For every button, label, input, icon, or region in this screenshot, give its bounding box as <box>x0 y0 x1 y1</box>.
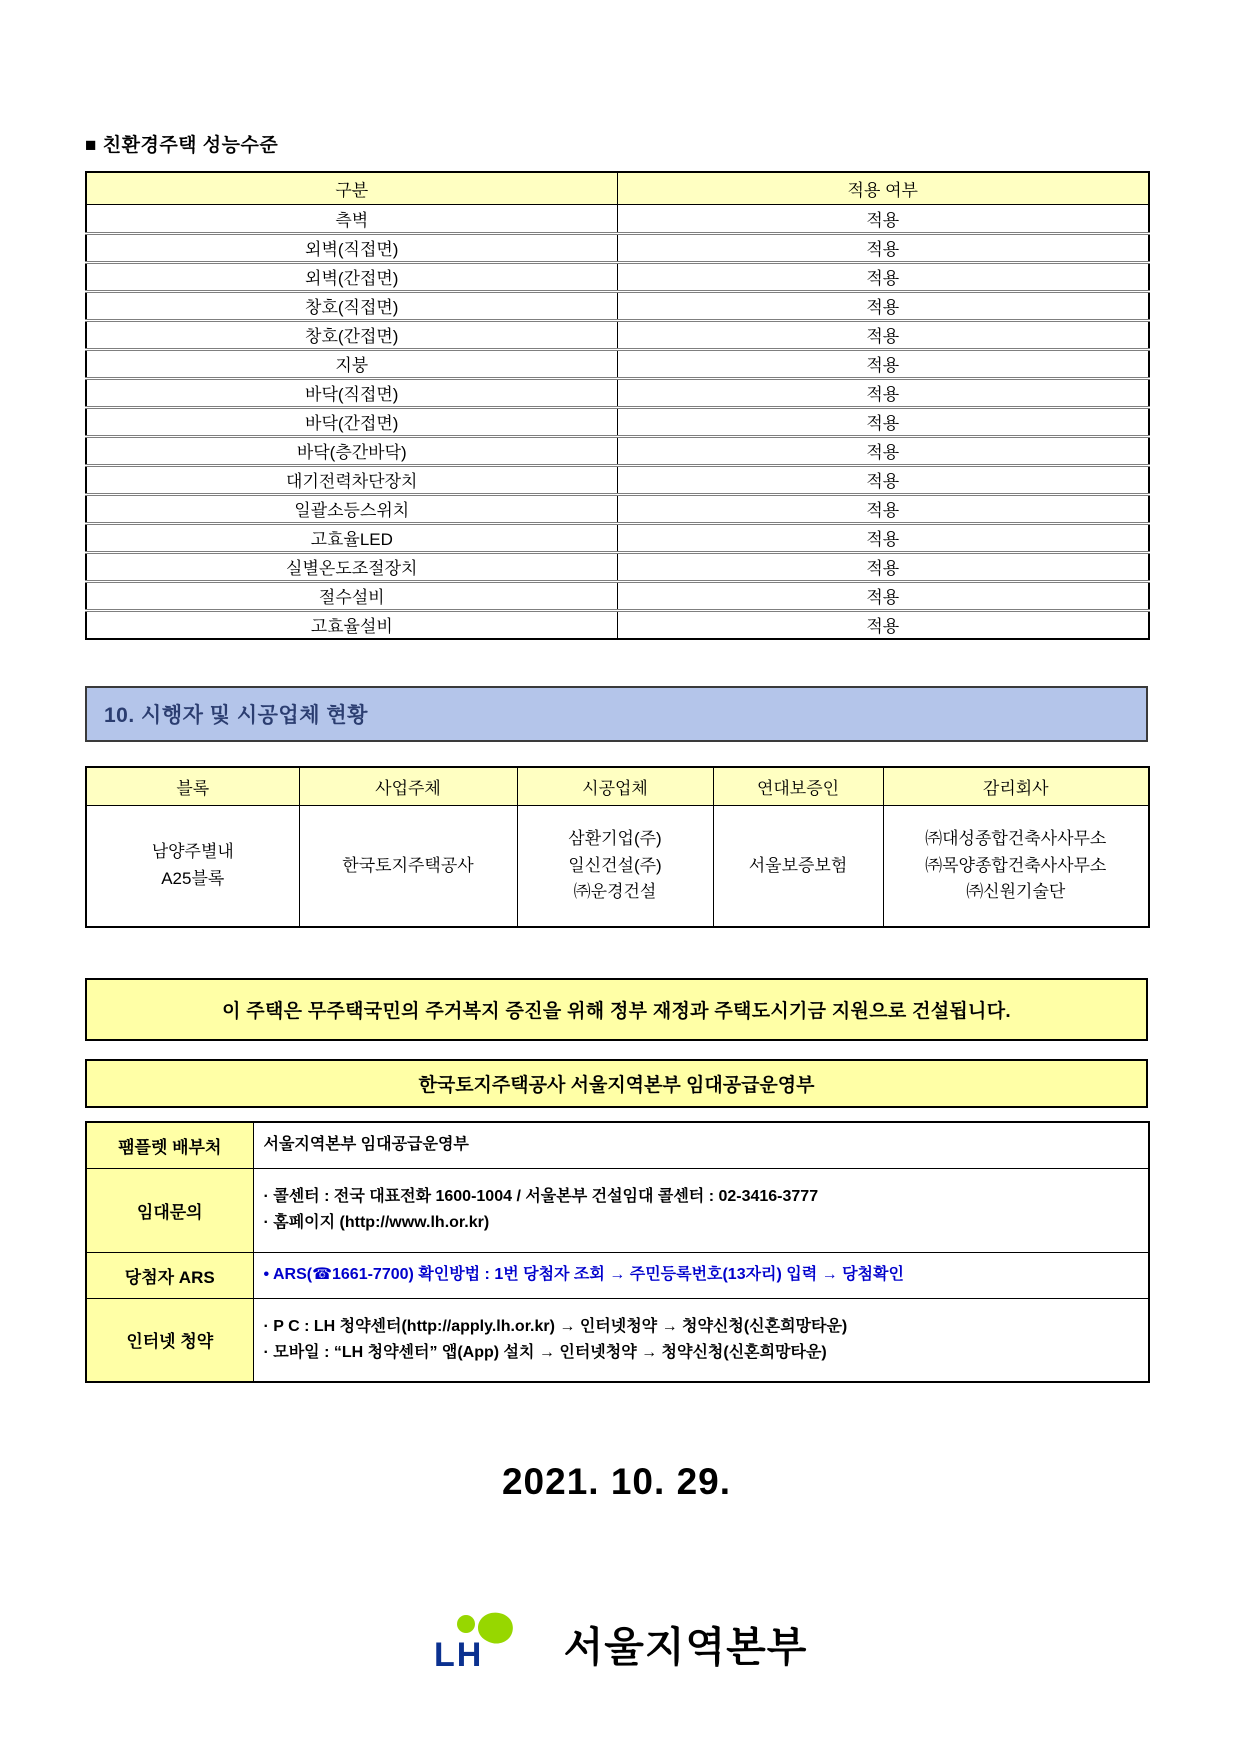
document-date: 2021. 10. 29. <box>501 1461 732 1502</box>
eco-cell-status: 적용 <box>617 320 1149 349</box>
table-row <box>86 581 1149 610</box>
table-row <box>86 1252 1149 1298</box>
contact-value-ars <box>253 1252 1149 1298</box>
contractor-header-row <box>86 767 1149 805</box>
table-row <box>86 320 1149 349</box>
eco-cell-category: 바닥(간접면) <box>86 407 617 436</box>
funding-notice-banner: 이 주택은 무주택국민의 주거복지 증진을 위해 정부 재정과 주택도시기금 지원으로 건설됩니다. <box>85 978 1148 1041</box>
eco-cell-category: 일괄소등스위치 <box>86 494 617 523</box>
contractor-header-supervisor: 감리회사 <box>883 767 1149 805</box>
lh-logo-icon <box>426 1608 538 1678</box>
contractor-cell-supervisor: ㈜대성종합건축사사무소 ㈜목양종합건축사사무소 ㈜신원기술단 <box>883 805 1149 927</box>
contact-value-internet-apply <box>253 1298 1149 1382</box>
eco-cell-status: 적용 <box>617 581 1149 610</box>
contact-line-mobile: · 모바일 : “LH 청약센터” 앱(App) 설치 → 인터넷청약 → 청약신청(신혼희망타운) <box>263 1343 827 1361</box>
eco-cell-category: 지붕 <box>86 349 617 378</box>
eco-cell-category: 고효율LED <box>86 523 617 552</box>
table-row <box>86 465 1149 494</box>
eco-cell-category: 외벽(직접면) <box>86 233 617 262</box>
table-row <box>86 805 1149 927</box>
table-row <box>86 262 1149 291</box>
eco-cell-status: 적용 <box>617 523 1149 552</box>
eco-cell-status: 적용 <box>617 378 1149 407</box>
table-row <box>86 204 1149 233</box>
contact-label-rental-inquiry: 임대문의 <box>86 1168 253 1252</box>
eco-section-title: ■ 친환경주택 성능수준 <box>85 135 279 156</box>
contact-info-table <box>85 1121 1150 1383</box>
contractor-cell-guarantor: 서울보증보험 <box>713 805 883 927</box>
table-row <box>86 233 1149 262</box>
table-row <box>86 407 1149 436</box>
eco-cell-status: 적용 <box>617 494 1149 523</box>
contractor-header-developer: 사업주체 <box>299 767 517 805</box>
eco-cell-category: 창호(직접면) <box>86 291 617 320</box>
eco-header-status: 적용 여부 <box>617 172 1149 204</box>
lh-logo-text: LH <box>433 1636 483 1674</box>
department-banner: 한국토지주택공사 서울지역본부 임대공급운영부 <box>85 1059 1148 1108</box>
footer-branding <box>85 1608 1148 1678</box>
contact-value-rental-inquiry <box>253 1168 1149 1252</box>
contact-line-homepage: · 홈페이지 (http://www.lh.or.kr) <box>263 1214 490 1231</box>
contact-label-ars: 당첨자 ARS <box>86 1252 253 1298</box>
table-row <box>86 291 1149 320</box>
eco-cell-category: 바닥(직접면) <box>86 378 617 407</box>
table-row <box>86 523 1149 552</box>
contractor-header-constructor: 시공업체 <box>517 767 713 805</box>
eco-cell-status: 적용 <box>617 291 1149 320</box>
eco-cell-category: 창호(간접면) <box>86 320 617 349</box>
contractor-cell-constructor: 삼환기업(주) 일신건설(주) ㈜운경건설 <box>517 805 713 927</box>
eco-cell-status: 적용 <box>617 436 1149 465</box>
eco-cell-status: 적용 <box>617 552 1149 581</box>
eco-cell-status: 적용 <box>617 407 1149 436</box>
contact-value-pamphlet <box>253 1122 1149 1168</box>
contact-line-pc: · P C : LH 청약센터(http://apply.lh.or.kr) → 인터넷청약 → 청약신청(신혼희망타운) <box>263 1318 848 1336</box>
eco-header-row <box>86 172 1149 204</box>
eco-cell-category: 실별온도조절장치 <box>86 552 617 581</box>
section-10-header: 10. 시행자 및 시공업체 현황 <box>85 686 1148 742</box>
table-row <box>86 1168 1149 1252</box>
eco-cell-status: 적용 <box>617 262 1149 291</box>
eco-performance-table <box>85 171 1150 640</box>
contractor-header-guarantor: 연대보증인 <box>713 767 883 805</box>
table-row <box>86 610 1149 639</box>
eco-cell-category: 측벽 <box>86 204 617 233</box>
eco-cell-category: 바닥(층간바닥) <box>86 436 617 465</box>
eco-cell-category: 절수설비 <box>86 581 617 610</box>
contact-line: 서울지역본부 임대공급운영부 <box>263 1136 469 1154</box>
contact-line-ars: • ARS(☎1661-7700) 확인방법 : 1번 당첨자 조회 → 주민등록번호(13자리) 입력 → 당첨확인 <box>263 1266 904 1284</box>
eco-cell-category: 고효율설비 <box>86 610 617 639</box>
eco-cell-category: 외벽(간접면) <box>86 262 617 291</box>
contractor-header-block: 블록 <box>86 767 299 805</box>
contact-label-pamphlet: 팸플렛 배부처 <box>86 1122 253 1168</box>
eco-cell-status: 적용 <box>617 204 1149 233</box>
contact-label-internet-apply: 인터넷 청약 <box>86 1298 253 1382</box>
table-row <box>86 349 1149 378</box>
eco-cell-status: 적용 <box>617 233 1149 262</box>
eco-header-category: 구분 <box>86 172 617 204</box>
eco-cell-status: 적용 <box>617 465 1149 494</box>
contact-line-callcenter: · 콜센터 : 전국 대표전화 1600-1004 / 서울본부 건설임대 콜센터 : 02-3416-3777 <box>263 1188 819 1206</box>
contractor-cell-block: 남양주별내 A25블록 <box>86 805 299 927</box>
contractor-table <box>85 766 1150 928</box>
table-row <box>86 1122 1149 1168</box>
table-row <box>86 436 1149 465</box>
branch-name: 서울지역본부 <box>563 1623 808 1670</box>
eco-cell-status: 적용 <box>617 610 1149 639</box>
eco-cell-status: 적용 <box>617 349 1149 378</box>
table-row <box>86 378 1149 407</box>
table-row <box>86 494 1149 523</box>
table-row <box>86 552 1149 581</box>
contractor-cell-developer: 한국토지주택공사 <box>299 805 517 927</box>
table-row <box>86 1298 1149 1382</box>
eco-cell-category: 대기전력차단장치 <box>86 465 617 494</box>
